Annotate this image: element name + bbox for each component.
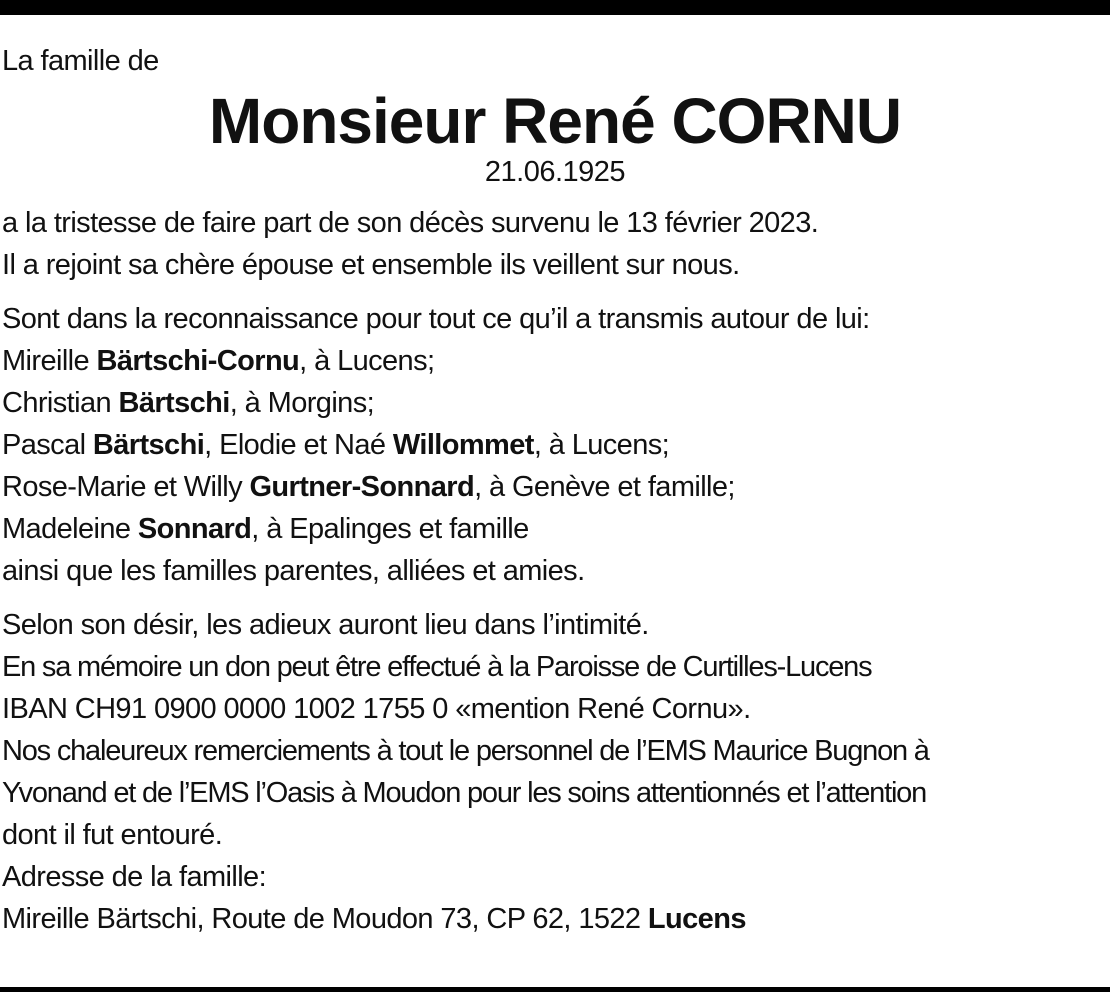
announcement-line: a la tristesse de faire part de son décès survenu le 13 février 2023. — [2, 207, 819, 239]
family-last: Gurtner-Sonnard — [249, 471, 475, 503]
bottom-border — [0, 987, 1110, 992]
thanks-line: Yvonand et de l’EMS l’Oasis à Moudon pour les soins attentionnés et l’attention — [2, 777, 927, 809]
relatives-line: ainsi que les familles parentes, alliées et amies. — [2, 555, 585, 587]
family-first: Mireille — [2, 345, 97, 377]
donation-line: En sa mémoire un don peut être effectué à la Paroisse de Curtilles-Lucens — [2, 651, 872, 683]
gratitude-intro: Sont dans la reconnaissance pour tout ce qu’il a transmis autour de lui: — [2, 303, 870, 335]
family-last: Sonnard — [137, 513, 252, 545]
family-first: Christian — [2, 387, 119, 419]
family-member — [2, 340, 1108, 382]
family-last: Bärtschi-Cornu — [96, 345, 300, 377]
family-member — [2, 466, 1108, 508]
deceased-name: Monsieur René CORNU — [208, 85, 902, 157]
family-middle: , Elodie et Naé — [204, 429, 393, 461]
intro-text: La famille de — [2, 45, 159, 77]
announcement-line: Il a rejoint sa chère épouse et ensemble ils veillent sur nous. — [2, 249, 740, 281]
family-member — [2, 508, 1108, 550]
thanks-line: Nos chaleureux remerciements à tout le personnel de l’EMS Maurice Bugnon à — [2, 735, 929, 767]
address-text: Mireille Bärtschi, Route de Moudon 73, CP 62, 1522 — [2, 903, 648, 935]
farewell-line: Selon son désir, les adieux auront lieu dans l’intimité. — [2, 609, 649, 641]
family-rest: , à Lucens; — [533, 429, 670, 461]
family-first: Pascal — [2, 429, 93, 461]
top-border — [0, 0, 1110, 15]
address-label: Adresse de la famille: — [2, 861, 267, 893]
obituary-notice — [2, 40, 1108, 940]
family-first: Madeleine — [2, 513, 138, 545]
family-first: Rose-Marie et Willy — [2, 471, 250, 503]
family-member — [2, 424, 1108, 466]
family-member — [2, 382, 1108, 424]
address-city: Lucens — [647, 903, 746, 935]
family-rest: , à Lucens; — [299, 345, 435, 377]
family-rest: , à Morgins; — [229, 387, 375, 419]
family-last: Bärtschi — [92, 429, 205, 461]
birth-date: 21.06.1925 — [484, 156, 626, 188]
family-rest: , à Epalinges et famille — [251, 513, 529, 545]
family-last: Bärtschi — [118, 387, 230, 419]
family-address — [2, 898, 1108, 940]
thanks-line: dont il fut entouré. — [2, 819, 223, 851]
iban-line: IBAN CH91 0900 0000 1002 1755 0 «mention René Cornu». — [2, 693, 751, 725]
family-last: Willommet — [392, 429, 534, 461]
family-rest: , à Genève et famille; — [474, 471, 735, 503]
